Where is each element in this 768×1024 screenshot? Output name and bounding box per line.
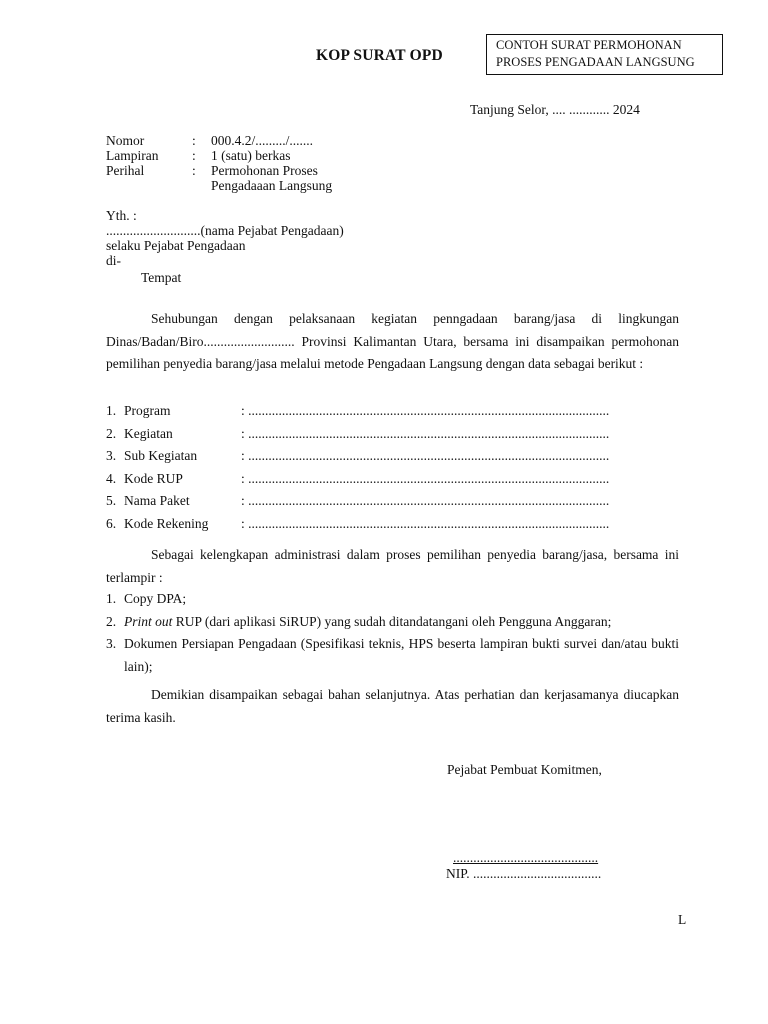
list-item-fill: : ........................................................................................................... bbox=[241, 515, 610, 531]
attachment-number: 2. bbox=[106, 613, 117, 629]
list-item bbox=[106, 468, 679, 491]
list-item-label: Kegiatan bbox=[124, 425, 173, 441]
attachment-item bbox=[106, 633, 679, 678]
list-item-label: Kode Rekening bbox=[124, 515, 209, 531]
list-item-label: Nama Paket bbox=[124, 493, 190, 508]
sample-label-line-2: PROSES PENGADAAN LANGSUNG bbox=[496, 55, 695, 69]
meta-colon: : bbox=[192, 148, 196, 163]
meta-value: 000.4.2/........./....... bbox=[211, 133, 314, 148]
list-item bbox=[106, 423, 679, 446]
attachment-text: Copy DPA; bbox=[124, 591, 187, 606]
meta-value: Pengadaaan Langsung bbox=[211, 178, 333, 193]
list-item bbox=[106, 513, 679, 536]
attachment-intro-text: Sebagai kelengkapan administrasi dalam proses pemilihan penyedia barang/jasa, bersama ini terlampir : bbox=[106, 547, 679, 585]
attachment-number: 3. bbox=[106, 636, 117, 651]
recipient-role: selaku Pejabat Pengadaan bbox=[106, 238, 246, 253]
recipient-place: Tempat bbox=[141, 270, 182, 285]
recipient-yth: Yth. : bbox=[106, 208, 137, 223]
list-item-number: 2. bbox=[106, 425, 117, 441]
attachment-number: 1. bbox=[106, 591, 117, 606]
opening-paragraph-text: Sehubungan dengan pelaksanaan kegiatan penngadaan barang/jasa di lingkungan Dinas/Badan/Biro........................... Provinsi Kalimantan Utara, bersama ini disampaikan permohonan pemilihan penyedia barang/jasa melalui metode Pengadaan Langsung dengan data sebagai berikut : bbox=[106, 311, 679, 371]
list-item-number: 3. bbox=[106, 448, 117, 463]
list-item bbox=[106, 400, 679, 423]
list-item-number: 4. bbox=[106, 470, 117, 486]
list-item-fill: : ........................................................................................................... bbox=[241, 403, 610, 418]
sample-label-line-1: CONTOH SURAT PERMOHONAN bbox=[496, 38, 682, 52]
list-item-label: Sub Kegiatan bbox=[124, 448, 198, 463]
attachment-item bbox=[106, 588, 679, 611]
attachment-list bbox=[106, 588, 679, 678]
list-item-label: Program bbox=[124, 403, 171, 418]
corner-mark: L bbox=[678, 912, 687, 927]
meta-key: Perihal bbox=[106, 163, 145, 178]
list-item-number: 6. bbox=[106, 515, 117, 531]
attachment-text: Dokumen Persiapan Pengadaan (Spesifikasi teknis, HPS beserta lampiran bukti survei dan/atau bukti lain); bbox=[124, 636, 679, 674]
meta-colon: : bbox=[192, 163, 196, 178]
meta-key: Nomor bbox=[106, 133, 145, 148]
recipient-block bbox=[106, 208, 344, 285]
attachment-intro-paragraph bbox=[106, 544, 679, 589]
list-item-fill: : ........................................................................................................... bbox=[241, 493, 610, 508]
meta-value: 1 (satu) berkas bbox=[211, 148, 291, 163]
letterhead-title: KOP SURAT OPD bbox=[316, 47, 443, 64]
signature-nip: NIP. ...................................... bbox=[446, 866, 602, 881]
meta-colon: : bbox=[192, 133, 196, 148]
place-date: Tanjung Selor, .... ............ 2024 bbox=[470, 102, 640, 117]
attachment-text: RUP (dari aplikasi SiRUP) yang sudah ditandatangani oleh Pengguna Anggaran; bbox=[172, 613, 612, 629]
meta-value: Permohonan Proses bbox=[211, 163, 318, 178]
data-list bbox=[106, 400, 679, 535]
closing-paragraph bbox=[106, 684, 679, 729]
list-item bbox=[106, 490, 679, 513]
list-item-fill: : ........................................................................................................... bbox=[241, 470, 610, 486]
opening-paragraph bbox=[106, 308, 679, 376]
list-item bbox=[106, 445, 679, 468]
list-item-label: Kode RUP bbox=[124, 470, 183, 486]
signature-name: ........................................... bbox=[453, 850, 599, 865]
recipient-name: ............................(nama Pejabat Pengadaan) bbox=[106, 223, 344, 238]
attachment-italic-text: Print out bbox=[124, 613, 173, 629]
attachment-item bbox=[106, 611, 679, 634]
list-item-fill: : ........................................................................................................... bbox=[241, 448, 610, 463]
closing-paragraph-text: Demikian disampaikan sebagai bahan selanjutnya. Atas perhatian dan kerjasamanya diucapkan terima kasih. bbox=[106, 687, 679, 725]
sample-label-box bbox=[486, 34, 723, 75]
list-item-number: 5. bbox=[106, 493, 117, 508]
list-item-number: 1. bbox=[106, 403, 117, 418]
meta-key: Lampiran bbox=[106, 148, 159, 163]
recipient-di: di- bbox=[106, 253, 121, 268]
signature-title: Pejabat Pembuat Komitmen, bbox=[447, 762, 602, 777]
list-item-fill: : ........................................................................................................... bbox=[241, 425, 610, 441]
